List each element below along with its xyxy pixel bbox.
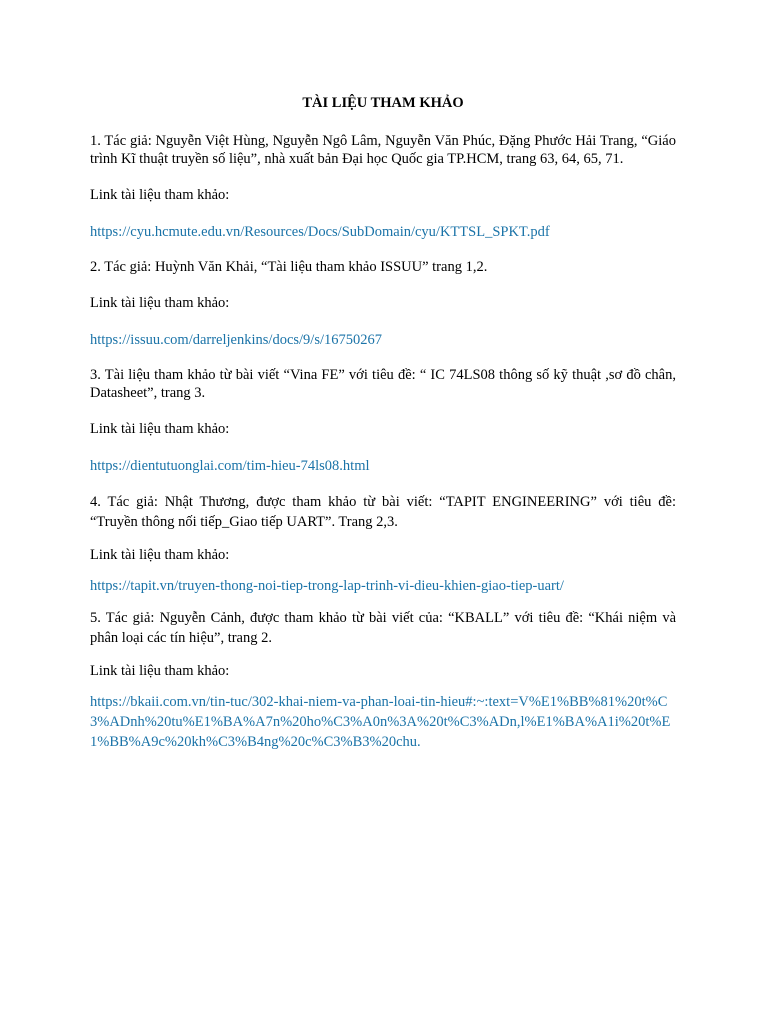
reference-3-link[interactable]: https://dientutuonglai.com/tim-hieu-74ls08.html	[90, 458, 370, 474]
reference-1-link-label: Link tài liệu tham khảo:	[90, 187, 230, 203]
page-title: TÀI LIỆU THAM KHẢO	[302, 95, 464, 111]
reference-2-link-label: Link tài liệu tham khảo:	[90, 295, 230, 311]
reference-5-text: 5. Tác giả: Nguyễn Cảnh, được tham khảo từ bài viết của: “KBALL” với tiêu đề: “Khái niệm và phân loại các tín hiệu”, trang 2.	[90, 610, 676, 646]
reference-5-link-label: Link tài liệu tham khảo:	[90, 663, 230, 679]
reference-4-link[interactable]: https://tapit.vn/truyen-thong-noi-tiep-trong-lap-trinh-vi-dieu-khien-giao-tiep-uart/	[90, 578, 564, 594]
reference-1-link[interactable]: https://cyu.hcmute.edu.vn/Resources/Docs/SubDomain/cyu/KTTSL_SPKT.pdf	[90, 224, 550, 240]
reference-2-text: 2. Tác giả: Huỳnh Văn Khải, “Tài liệu tham khảo ISSUU” trang 1,2.	[90, 259, 488, 275]
reference-2-link[interactable]: https://issuu.com/darreljenkins/docs/9/s/16750267	[90, 332, 382, 348]
reference-4-text: 4. Tác giả: Nhật Thương, được tham khảo từ bài viết: “TAPIT ENGINEERING” với tiêu đề: “Truyền thông nối tiếp_Giao tiếp UART”. Trang 2,3.	[90, 494, 676, 530]
reference-5-link[interactable]: https://bkaii.com.vn/tin-tuc/302-khai-niem-va-phan-loai-tin-hieu#:~:text=V%E1%BB%81%20t%C3%ADnh%20tu%E1%BA%A7n%20ho%C3%A0n%3A%20t%C3%ADn,l%E1%BA%A1i%20t%E1%BB%A9c%20kh%C3%B4ng%20c%C3%B3%20chu.	[90, 694, 671, 750]
document-page	[90, 94, 676, 752]
reference-1-text: 1. Tác giả: Nguyễn Việt Hùng, Nguyễn Ngô Lâm, Nguyễn Văn Phúc, Đặng Phước Hải Trang, “Giáo trình Kĩ thuật truyền số liệu”, nhà xuất bản Đại học Quốc gia TP.HCM, trang 63, 64, 65, 71.	[90, 133, 676, 167]
reference-3-link-label: Link tài liệu tham khảo:	[90, 421, 230, 437]
reference-4-link-label: Link tài liệu tham khảo:	[90, 547, 230, 563]
reference-3-text: 3. Tài liệu tham khảo từ bài viết “Vina FE” với tiêu đề: “ IC 74LS08 thông số kỹ thuật ,sơ đồ chân, Datasheet”, trang 3.	[90, 367, 676, 401]
